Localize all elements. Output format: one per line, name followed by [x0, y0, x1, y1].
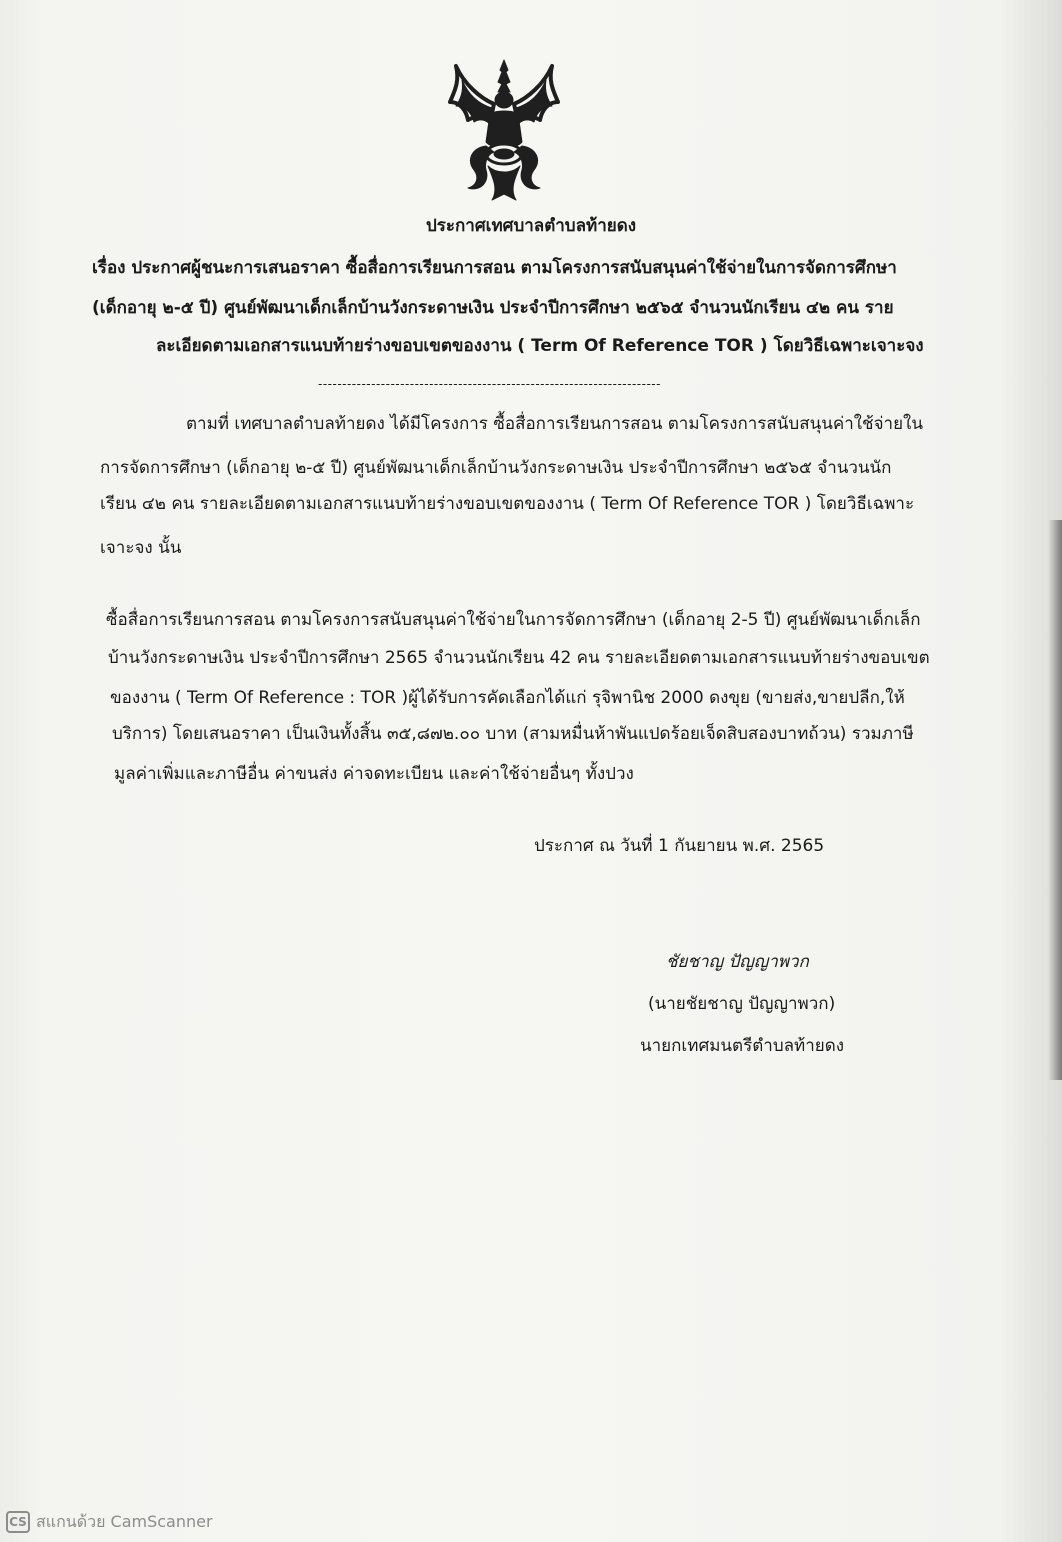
paragraph-1-line: การจัดการศึกษา (เด็กอายุ ๒-๕ ปี) ศูนย์พัฒนาเด็กเล็กบ้านวังกระดาษเงิน ประจำปีการศึกษา ๒๕๖๕ จำนวนนัก — [100, 458, 892, 478]
subject-line: เรื่อง ประกาศผู้ชนะการเสนอราคา ซื้อสื่อการเรียนการสอน ตามโครงการสนับสนุนค่าใช้จ่ายในการจัดการศึกษา — [92, 258, 897, 278]
paragraph-2-line: ซื้อสื่อการเรียนการสอน ตามโครงการสนับสนุนค่าใช้จ่ายในการจัดการศึกษา (เด็กอายุ 2-5 ปี) ศูนย์พัฒนาเด็กเล็ก — [106, 610, 921, 630]
page-edge-shadow — [1048, 520, 1062, 1080]
camscanner-text: สแกนด้วย CamScanner — [36, 1511, 213, 1531]
paragraph-2-line: บ้านวังกระดาษเงิน ประจำปีการศึกษา 2565 จำนวนนักเรียน 42 คน รายละเอียดตามเอกสารแนบท้ายร่างขอบเขต — [108, 648, 930, 668]
subject-line: (เด็กอายุ ๒-๕ ปี) ศูนย์พัฒนาเด็กเล็กบ้านวังกระดาษเงิน ประจำปีการศึกษา ๒๕๖๕ จำนวนนักเรียน ๔๒ คน ราย — [92, 298, 894, 318]
garuda-emblem-icon — [446, 58, 562, 204]
paragraph-1-line: เรียน ๔๒ คน รายละเอียดตามเอกสารแนบท้ายร่างขอบเขตของงาน ( Term Of Reference TOR ) โดยวิธีเฉพาะ — [100, 494, 915, 514]
separator-line: ----------------------------------------------------------------------- — [318, 377, 661, 391]
paragraph-1-line: ตามที่ เทศบาลตำบลท้ายดง ได้มีโครงการ ซื้อสื่อการเรียนการสอน ตามโครงการสนับสนุนค่าใช้จ่ายใน — [186, 414, 923, 434]
signatory-position: นายกเทศมนตรีตำบลท้ายดง — [640, 1036, 845, 1056]
subject-line: ละเอียดตามเอกสารแนบท้ายร่างขอบเขตของงาน ( Term Of Reference TOR ) โดยวิธีเฉพาะเจาะจง — [156, 336, 924, 356]
paragraph-1-line: เจาะจง นั้น — [100, 538, 182, 558]
camscanner-watermark — [6, 1508, 213, 1536]
paragraph-2-line: มูลค่าเพิ่มและภาษีอื่น ค่าขนส่ง ค่าจดทะเบียน และค่าใช้จ่ายอื่นๆ ทั้งปวง — [114, 764, 634, 784]
paragraph-2-line: บริการ) โดยเสนอราคา เป็นเงินทั้งสิ้น ๓๕,๘๗๒.๐๐ บาท (สามหมื่นห้าพันแปดร้อยเจ็ดสิบสองบาทถ้วน) รวมภาษี — [112, 724, 914, 744]
signatory-printed-name: (นายชัยชาญ ปัญญาพวก) — [648, 994, 836, 1014]
announcement-date: ประกาศ ณ วันที่ 1 กันยายน พ.ศ. 2565 — [534, 836, 825, 856]
camscanner-logo-icon: CS — [6, 1511, 30, 1533]
paragraph-2-line: ของงาน ( Term Of Reference : TOR )ผู้ได้รับการคัดเลือกได้แก่ รุจิพานิช 2000 ดงขุย (ขายส่ง,ขายปลีก,ให้ — [110, 688, 905, 708]
signature-handwritten: ชัยชาญ ปัญญาพวก — [666, 952, 809, 972]
document-title: ประกาศเทศบาลตำบลท้ายดง — [425, 216, 637, 236]
